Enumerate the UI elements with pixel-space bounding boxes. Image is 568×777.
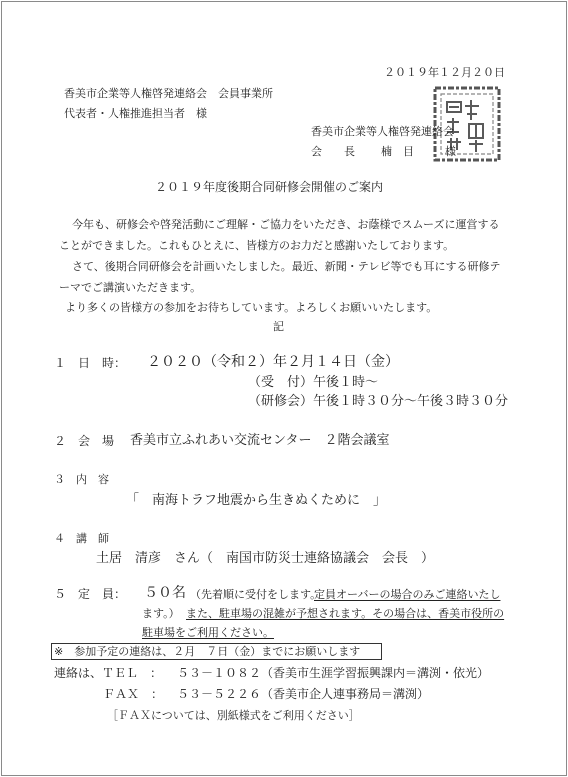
capacity-label: ５ 定 員： xyxy=(54,587,127,601)
reception-time: （受 付）午後１時～ xyxy=(248,375,379,390)
datetime-label: １ 日 時： xyxy=(54,356,127,370)
content-label: ３ 内 容 xyxy=(54,473,109,486)
body-line-2: ことができました。これもひとえに、皆様方のお力だと感謝いたしております。 xyxy=(59,239,455,252)
capacity-line2-b: また、駐車場の混雑が予想されます。その場合は、香美市役所の xyxy=(186,607,505,620)
document-title: ２０１９年度後期合同研修会開催のご案内 xyxy=(155,180,384,194)
capacity-note-b: 定員オーバーの場合のみご連絡いたし xyxy=(314,588,501,601)
session-time: （研修会）午後１時３０分～午後３時３０分 xyxy=(248,394,509,409)
capacity-line3: 駐車場をご利用ください。 xyxy=(142,626,274,639)
sender-role: 会 長 xyxy=(311,145,355,158)
contact-tel-label: 連絡は、ＴＥＬ ： xyxy=(54,666,163,680)
lecturer-label: ４ 講 師 xyxy=(54,532,109,545)
content-value: 「 南海トラフ地震から生きぬくために 」 xyxy=(126,493,387,508)
venue-value: 香美市立ふれあい交流センター ２階会議室 xyxy=(130,433,390,448)
capacity-count: ５０名 xyxy=(144,585,186,601)
contact-fax-label: ＦＡＸ ： xyxy=(103,687,164,701)
body-line-3: さて、後期合同研修会を計画いたしました。最近、新聞・テレビ等でも耳にする研修テ xyxy=(72,260,501,273)
body-line-4: ーマでご講演いただきます。 xyxy=(59,281,202,294)
datetime-value: ２０２０（令和２）年２月１４日（金） xyxy=(147,354,399,370)
venue-label: ２ 会 場 xyxy=(54,434,115,448)
notice-text: ※ 参加予定の連絡は、２月 ７日（金）までにお願いします xyxy=(54,645,361,658)
sender-organization: 香美市企業等人権啓発連絡会 xyxy=(311,125,454,138)
addressee-line-1: 香美市企業等人権啓発連絡会 会員事業所 xyxy=(64,87,273,100)
contact-fax-value: ５３－５２２６（香美市企人連事務局＝溝渕） xyxy=(177,687,430,701)
contact-tel-value: ５３－１０８２（香美市生涯学習振興課内＝溝渕・依光） xyxy=(177,666,490,680)
capacity-note-a: （先着順に受付をします。 xyxy=(190,588,322,601)
lecturer-value: 土居 清彦 さん（ 南国市防災士連絡協議会 会長 ） xyxy=(96,551,435,566)
sender-name: 楠 目 xyxy=(381,145,414,158)
ki-heading: 記 xyxy=(273,320,284,333)
capacity-line2-a: ます。） xyxy=(142,607,180,620)
sender-honorific: 様 xyxy=(445,145,456,158)
document-date: ２０１９年１２月２０日 xyxy=(384,66,505,79)
body-line-5: より多くの皆様方の参加をお待ちしています。よろしくお願いいたします。 xyxy=(65,301,438,314)
contact-fax-note: ［ＦＡＸについては、別紙様式をご利用ください］ xyxy=(107,709,360,722)
body-line-1: 今年も、研修会や啓発活動にご理解・ご協力をいただき、お蔭様でスムーズに運営する xyxy=(72,218,500,231)
seal-stamp-icon xyxy=(433,86,501,162)
addressee-line-2: 代表者・人権推進担当者 様 xyxy=(64,107,207,120)
